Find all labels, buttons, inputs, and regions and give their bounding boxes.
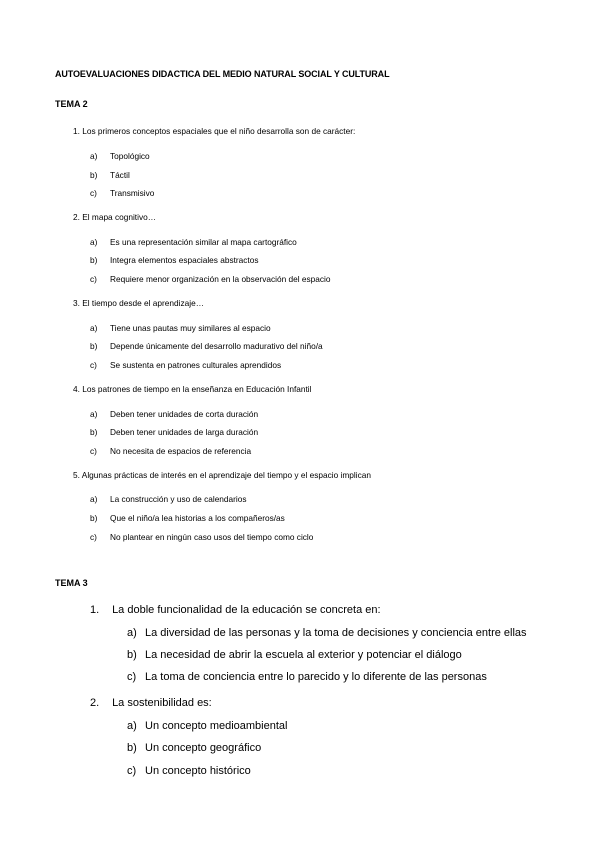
tema2-q2-option-a: a) Es una representación similar al mapa cartográfico bbox=[90, 237, 297, 247]
tema2-question-1 bbox=[73, 126, 355, 136]
document-title: AUTOEVALUACIONES DIDACTICA DEL MEDIO NATURAL SOCIAL Y CULTURAL bbox=[55, 69, 390, 79]
question-number: 5. bbox=[73, 470, 80, 480]
question-text: Los patrones de tiempo en la enseñanza en Educación Infantil bbox=[82, 384, 312, 394]
tema2-q2-option-c: c) Requiere menor organización en la observación del espacio bbox=[90, 274, 331, 284]
question-text: La sostenibilidad es: bbox=[112, 697, 212, 709]
question-number: 2. bbox=[73, 212, 80, 222]
tema2-q2-option-b: b) Integra elementos espaciales abstractos bbox=[90, 255, 259, 265]
tema2-q5-option-a: a) La construcción y uso de calendarios bbox=[90, 494, 247, 504]
tema2-q4-option-b: b) Deben tener unidades de larga duración bbox=[90, 427, 259, 437]
tema2-q1-option-c: c) Transmisivo bbox=[90, 188, 155, 198]
question-number: 4. bbox=[73, 384, 80, 394]
tema2-heading: TEMA 2 bbox=[55, 99, 88, 109]
question-number: 1. bbox=[90, 604, 100, 616]
tema3-q2-option-b: b) Un concepto geográfico bbox=[127, 742, 262, 754]
tema2-q4-option-c: c) No necesita de espacios de referencia bbox=[90, 446, 252, 456]
tema3-q2-option-a: a) Un concepto medioambiental bbox=[127, 720, 288, 732]
tema2-q4-option-a: a) Deben tener unidades de corta duración bbox=[90, 409, 259, 419]
question-text: El tiempo desde el aprendizaje… bbox=[82, 298, 204, 308]
tema2-question-4 bbox=[73, 384, 311, 394]
tema2-q3-option-b: b) Depende únicamente del desarrollo madurativo del niño/a bbox=[90, 341, 323, 351]
tema2-q3-option-a: a) Tiene unas pautas muy similares al espacio bbox=[90, 323, 271, 333]
question-text: Los primeros conceptos espaciales que el niño desarrolla son de carácter: bbox=[82, 126, 356, 136]
tema2-question-3 bbox=[73, 298, 204, 308]
question-number: 1. bbox=[73, 126, 80, 136]
tema3-q2-option-c: c) Un concepto histórico bbox=[127, 765, 251, 777]
tema2-question-2 bbox=[73, 212, 156, 222]
question-text: La doble funcionalidad de la educación se concreta en: bbox=[112, 604, 381, 616]
tema3-question-1 bbox=[90, 604, 381, 616]
tema2-q3-option-c: c) Se sustenta en patrones culturales aprendidos bbox=[90, 360, 282, 370]
tema3-q1-option-a: a) La diversidad de las personas y la toma de decisiones y conciencia entre ellas bbox=[127, 627, 527, 639]
tema3-q1-option-b: b) La necesidad de abrir la escuela al exterior y potenciar el diálogo bbox=[127, 649, 462, 661]
tema2-question-5 bbox=[73, 470, 371, 480]
question-number: 3. bbox=[73, 298, 80, 308]
question-number: 2. bbox=[90, 697, 100, 709]
tema3-question-2 bbox=[90, 697, 212, 709]
question-text: El mapa cognitivo… bbox=[82, 212, 157, 222]
tema3-q1-option-c: c) La toma de conciencia entre lo parecido y lo diferente de las personas bbox=[127, 671, 487, 683]
tema2-q5-option-c: c) No plantear en ningún caso usos del tiempo como ciclo bbox=[90, 532, 314, 542]
question-text: Algunas prácticas de interés en el aprendizaje del tiempo y el espacio implican bbox=[81, 470, 371, 480]
tema2-q1-option-a: a) Topológico bbox=[90, 151, 150, 161]
tema3-heading: TEMA 3 bbox=[55, 578, 88, 588]
tema2-q5-option-b: b) Que el niño/a lea historias a los compañeros/as bbox=[90, 513, 285, 523]
tema2-q1-option-b: b) Táctil bbox=[90, 170, 130, 180]
